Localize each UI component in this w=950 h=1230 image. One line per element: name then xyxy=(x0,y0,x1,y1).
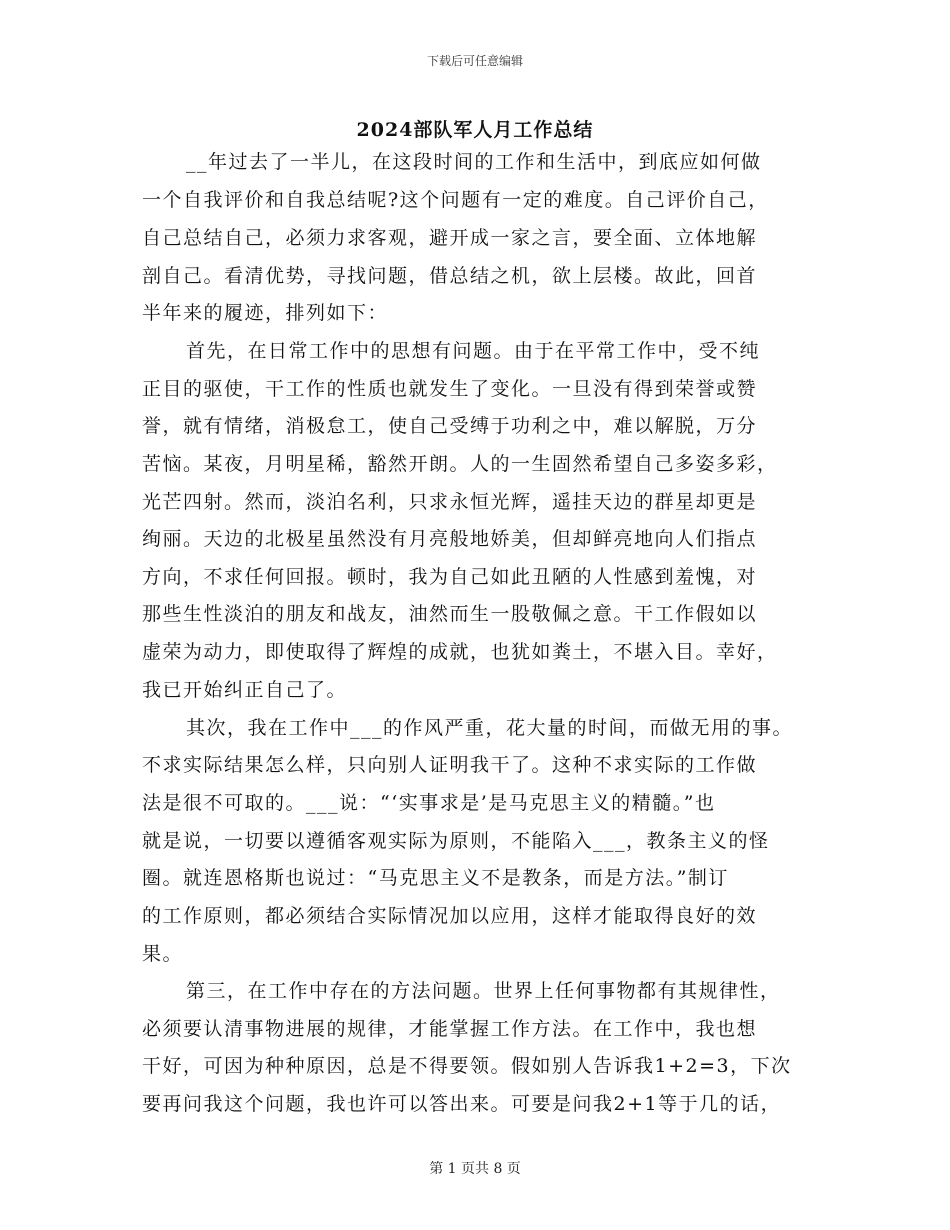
body-line: 不求实际结果怎么样，只向别人证明我干了。这种不求实际的工作做 xyxy=(142,754,758,776)
header-note: 下载后可任意编辑 xyxy=(426,54,523,68)
body-line: 干好，可因为种种原因，总是不得要领。假如别人告诉我1+2=3，下次 xyxy=(142,1055,792,1077)
body-line: 的工作原则，都必须结合实际情况加以应用，这样才能取得良好的效 xyxy=(142,905,758,927)
document-title: 2024部队军人月工作总结 xyxy=(356,119,594,141)
body-line: 那些生性淡泊的朋友和战友，油然而生一股敬佩之意。干工作假如以 xyxy=(142,603,758,625)
body-line: 半年来的履迹，排列如下： xyxy=(142,302,389,324)
body-line: 绚丽。天边的北极星虽然没有月亮般地娇美，但却鲜亮地向人们指点 xyxy=(142,528,758,550)
body-line: 光芒四射。然而，淡泊名利，只求永恒光辉，遥挂天边的群星却更是 xyxy=(142,491,758,513)
body-line: __年过去了一半儿，在这段时间的工作和生活中，到底应如何做 xyxy=(186,151,762,173)
body-line: 其次，我在工作中___的作风严重，花大量的时间，而做无用的事。 xyxy=(186,717,794,739)
body-line: 誉，就有情绪，消极怠工，使自己受缚于功利之中，难以解脱，万分 xyxy=(142,415,758,437)
body-line: 苦恼。某夜，月明星稀，豁然开朗。人的一生固然希望自己多姿多彩， xyxy=(142,453,778,475)
body-line: 正目的驱使，干工作的性质也就发生了变化。一旦没有得到荣誉或赞 xyxy=(142,378,758,400)
body-line: 我已开始纠正自己了。 xyxy=(142,679,348,701)
body-line: 就是说，一切要以遵循客观实际为原则，不能陷入___，教条主义的怪 xyxy=(142,830,770,852)
body-line: 果。 xyxy=(142,943,184,965)
page-footer: 第 1 页共 8 页 xyxy=(429,1161,521,1177)
body-line: 虚荣为动力，即使取得了辉煌的成就，也犹如粪土，不堪入目。幸好， xyxy=(142,641,778,663)
body-line: 剖自己。看清优势，寻找问题，借总结之机，欲上层楼。故此，回首 xyxy=(142,265,758,287)
body-line: 自己总结自己，必须力求客观，避开成一家之言，要全面、立体地解 xyxy=(142,227,758,249)
body-line: 法是很不可取的。___说：“‘实事求是’是马克思主义的精髓。”也 xyxy=(142,792,716,814)
body-line: 第三，在工作中存在的方法问题。世界上任何事物都有其规律性， xyxy=(186,980,781,1002)
body-line: 要再问我这个问题，我也许可以答出来。可要是问我2+1等于几的话， xyxy=(142,1093,782,1115)
body-line: 首先，在日常工作中的思想有问题。由于在平常工作中，受不纯 xyxy=(186,340,761,362)
body-line: 必须要认清事物进展的规律，才能掌握工作方法。在工作中，我也想 xyxy=(142,1018,758,1040)
body-line: 圈。就连恩格斯也说过：“马克思主义不是教条，而是方法。”制订 xyxy=(142,867,729,889)
body-line: 方向，不求任何回报。顿时，我为自己如此丑陋的人性感到羞愧，对 xyxy=(142,566,758,588)
body-line: 一个自我评价和自我总结呢?这个问题有一定的难度。自己评价自己， xyxy=(142,189,769,211)
